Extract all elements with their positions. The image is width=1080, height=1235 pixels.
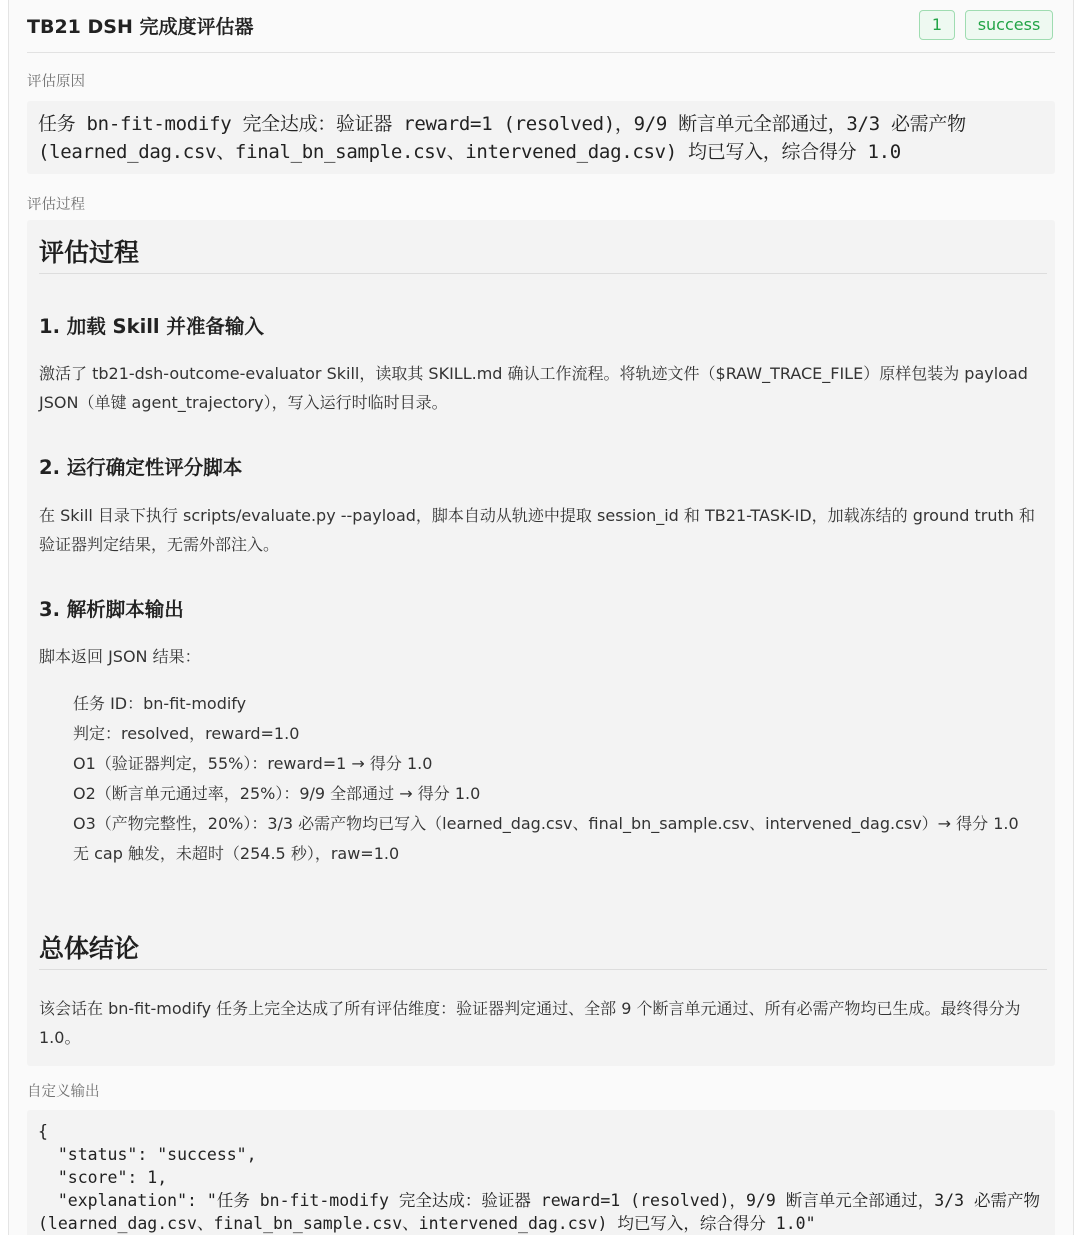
page-title: TB21 DSH 完成度评估器 <box>27 16 254 38</box>
step3-title: 3. 解析脚本输出 <box>39 598 184 621</box>
conclusion-body: 该会话在 bn-fit-modify 任务上完全达成了所有评估维度：验证器判定通过、全部 9 个断言单元通过、所有必需产物均已生成。最终得分为 1.0。 <box>39 999 1021 1047</box>
conclusion-heading: 总体结论 <box>39 934 140 963</box>
step1-body: 激活了 tb21-dsh-outcome-evaluator Skill，读取其 SKILL.md 确认工作流程。将轨迹文件（$RAW_TRACE_FILE）原样包装为 payload JSON（单键 agent_trajectory），写入运行时临时目录。 <box>39 364 1028 412</box>
process-heading: 评估过程 <box>39 238 140 267</box>
status-badge: success <box>965 10 1053 40</box>
custom-output-code: { "status": "success", "score": 1, "explanation": "任务 bn-fit-modify 完全达成：验证器 reward=1 (resolved)，9/9 断言单元全部通过，3/3 必需产物 (learned_dag.csv、final_bn_sample.csv、intervened_dag.csv) 均已写入，综合得分 1.0" <box>38 1122 1040 1233</box>
panel-header <box>27 0 1055 53</box>
step3-intro: 脚本返回 JSON 结果： <box>39 647 201 666</box>
custom-output-box <box>27 1110 1055 1235</box>
evaluator-panel <box>8 0 1074 1235</box>
list-item: O2（断言单元通过率，25%）：9/9 全部通过 → 得分 1.0 <box>73 784 481 803</box>
list-item: 无 cap 触发，未超时（254.5 秒），raw=1.0 <box>73 844 400 863</box>
list-item: O1（验证器判定，55%）：reward=1 → 得分 1.0 <box>73 754 433 773</box>
divider <box>39 969 1047 970</box>
step2-body: 在 Skill 目录下执行 scripts/evaluate.py --payload，脚本自动从轨迹中提取 session_id 和 TB21-TASK-ID，加载冻结的 ground truth 和验证器判定结果，无需外部注入。 <box>39 506 1035 554</box>
process-box <box>27 220 1055 1066</box>
list-item: O3（产物完整性，20%）：3/3 必需产物均已写入（learned_dag.csv、final_bn_sample.csv、intervened_dag.csv）→ 得分 1.0 <box>73 814 1019 833</box>
step3-result-list <box>73 691 1045 871</box>
step2-title: 2. 运行确定性评分脚本 <box>39 456 243 479</box>
reason-label: 评估原因 <box>27 74 85 90</box>
step1-title: 1. 加载 Skill 并准备输入 <box>39 315 264 338</box>
reason-text: 任务 bn-fit-modify 完全达成：验证器 reward=1 (resolved)，9/9 断言单元全部通过，3/3 必需产物 (learned_dag.csv、final_bn_sample.csv、intervened_dag.csv) 均已写入，综合得分 1.0 <box>38 113 966 163</box>
custom-output-label: 自定义输出 <box>27 1084 100 1100</box>
divider <box>39 273 1047 274</box>
count-badge: 1 <box>919 10 955 40</box>
list-item: 判定：resolved，reward=1.0 <box>73 724 300 743</box>
process-label: 评估过程 <box>27 197 85 213</box>
reason-box <box>27 101 1055 174</box>
list-item: 任务 ID：bn-fit-modify <box>73 694 247 713</box>
